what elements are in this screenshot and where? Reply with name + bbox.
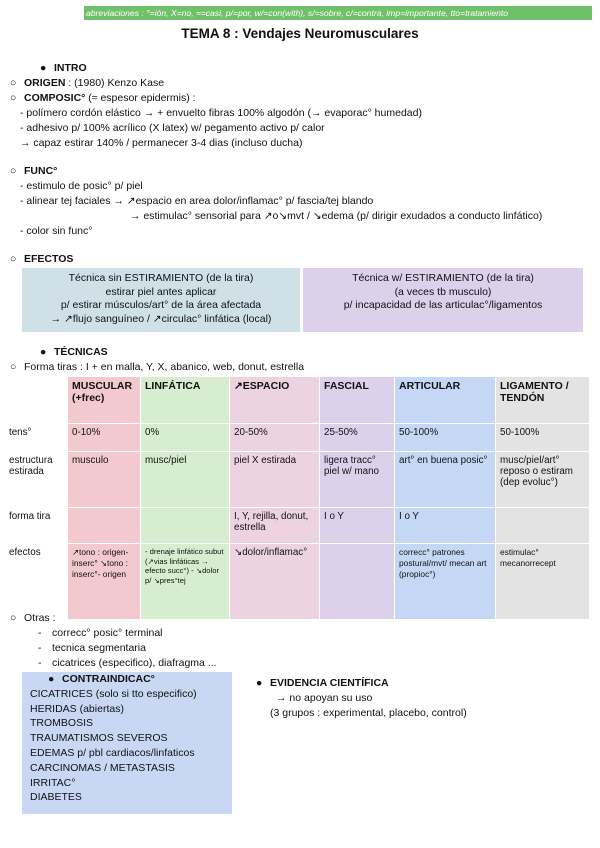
col-fascial: FASCIAL — [320, 377, 395, 424]
table-cell: musculo — [68, 452, 141, 508]
table-cell: 50-100% — [496, 424, 590, 452]
efectos-left-2: estirar piel antes aplicar — [105, 285, 217, 298]
table-cell: 25-50% — [320, 424, 395, 452]
func-heading: ○ FUNC° — [10, 165, 58, 177]
tecnicas-heading: ● TÉCNICAS — [40, 346, 108, 358]
list-item: TROMBOSIS — [30, 717, 94, 730]
func-line-3: → estimulac° sensorial para ↗o↘mvt / ↘edema (p/ dirigir exudados a conducto linfático) — [130, 210, 543, 222]
list-item: DIABETES — [30, 791, 82, 804]
table-cell — [141, 508, 230, 544]
table-cell: I o Y — [395, 508, 496, 544]
table-row — [5, 424, 590, 452]
table-cell: estimulac° mecanorrecept — [496, 544, 590, 620]
col-espacio: ↗ESPACIO — [230, 377, 320, 424]
table-cell: 20-50% — [230, 424, 320, 452]
table-cell: I, Y, rejilla, donut, estrella — [230, 508, 320, 544]
col-linfatica: LINFÁTICA — [141, 377, 230, 424]
evidencia-heading: ● EVIDENCIA CIENTÍFICA — [256, 677, 389, 689]
table-cell: 0% — [141, 424, 230, 452]
list-item: EDEMAS p/ pbl cardiacos/linfaticos — [30, 746, 195, 759]
table-cell: ↗tono : origen-inserc° ↘tono : inserc°- origen — [68, 544, 141, 620]
forma-tiras-line: ○ Forma tiras : I + en malla, Y, X, abanico, web, donut, estrella — [10, 361, 305, 373]
table-cell: 0-10% — [68, 424, 141, 452]
func-line-1: - estimulo de posic° p/ piel — [20, 180, 143, 192]
evidencia-line-1: → no apoyan su uso — [276, 692, 373, 704]
table-cell: I o Y — [320, 508, 395, 544]
tecnicas-table — [4, 376, 590, 620]
efectos-right-1: Técnica w/ ESTIRAMIENTO (de la tira) — [352, 272, 534, 284]
table-row — [5, 452, 590, 508]
abbreviations-banner: abreviaciones : °=ión, X=no, ≈=casi, p/=por, w/=con(with), s/=sobre, c/=contra, imp=importante, tto=tratamiento — [84, 6, 592, 20]
otras-item-1: - correcc° posic° terminal — [38, 627, 163, 639]
intro-line-3: → capaz estirar 140% / permanecer 3-4 dias (incluso ducha) — [20, 137, 303, 149]
list-item: IRRITAC° — [30, 776, 76, 789]
otras-heading: ○ Otras : — [10, 612, 56, 624]
contra-heading: ● CONTRAINDICAC° — [48, 673, 155, 685]
contraindicaciones-box — [22, 672, 232, 814]
origen-line: ○ ORIGEN : (1980) Kenzo Kase — [10, 77, 165, 89]
evidencia-line-2: (3 grupos : experimental, placebo, control) — [270, 707, 467, 719]
efectos-left-3: p/ estirar músculos/art° de la área afectada — [60, 299, 262, 311]
table-cell: piel X estirada — [230, 452, 320, 508]
func-line-4: - color sin func° — [20, 225, 93, 237]
table-cell: musc/piel/art° reposo o estiram (dep evoluc°) — [496, 452, 590, 508]
list-item: HERIDAS (abiertas) — [30, 702, 124, 715]
row-label: estructura estirada — [5, 452, 68, 508]
table-cell: correcc° patrones postural/mvt/ mecan art (propioc°) — [395, 544, 496, 620]
efectos-right-3: p/ incapacidad de las articulac°/ligamentos — [343, 299, 543, 311]
table-cell: 50-100% — [395, 424, 496, 452]
table-cell: art° en buena posic° — [395, 452, 496, 508]
func-line-2: - alinear tej faciales → ↗espacio en area dolor/inflamac° p/ fascia/tej blando — [20, 195, 374, 207]
table-row — [5, 508, 590, 544]
efectos-left-1: Técnica sin ESTIRAMIENTO (de la tira) — [68, 272, 254, 284]
efectos-heading: ○ EFECTOS — [10, 253, 74, 265]
list-item: CARCINOMAS / METASTASIS — [30, 761, 175, 774]
intro-line-2: - adhesivo p/ 100% acrílico (X latex) w/ pegamento activo p/ calor — [20, 122, 325, 134]
col-muscular: MUSCULAR (+frec) — [68, 377, 141, 424]
col-articular: ARTICULAR — [395, 377, 496, 424]
efectos-right-2: (a veces tb musculo) — [394, 285, 492, 298]
efectos-con-estiramiento-box — [303, 268, 583, 332]
row-label: forma tira — [5, 508, 68, 544]
page-title: TEMA 8 : Vendajes Neuromusculares — [181, 26, 419, 41]
table-cell: ligera tracc° piel w/ mano — [320, 452, 395, 508]
otras-item-2: - tecnica segmentaria — [38, 642, 146, 654]
efectos-left-4: → ↗flujo sanguíneo / ↗circulac° linfática (local) — [50, 312, 272, 325]
composic-line: ○ COMPOSIC° (≈ espesor epidermis) : — [10, 92, 196, 104]
row-label: efectos — [5, 544, 68, 620]
otras-item-3: - cicatrices (especifico), diafragma ... — [38, 657, 217, 669]
row-label: tens° — [5, 424, 68, 452]
table-cell: ↘dolor/inflamac° — [230, 544, 320, 620]
efectos-sin-estiramiento-box — [22, 268, 300, 332]
list-item: TRAUMATISMOS SEVEROS — [30, 732, 168, 745]
table-row — [5, 544, 590, 620]
list-item: CICATRICES (solo si tto especifico) — [30, 687, 197, 700]
table-cell — [68, 508, 141, 544]
table-cell: musc/piel — [141, 452, 230, 508]
table-header-row — [5, 377, 590, 424]
table-cell — [496, 508, 590, 544]
intro-heading: ● INTRO — [40, 62, 87, 74]
col-ligamento: LIGAMENTO / TENDÓN — [496, 377, 590, 424]
intro-line-1: - polímero cordón elástico → + envuelto fibras 100% algodón (→ evaporac° humedad) — [20, 107, 422, 119]
table-cell: - drenaje linfático subut (↗vias linfáticas → efecto succ°) - ↘dolor p/ ↘pres°tej — [141, 544, 230, 620]
table-cell — [320, 544, 395, 620]
